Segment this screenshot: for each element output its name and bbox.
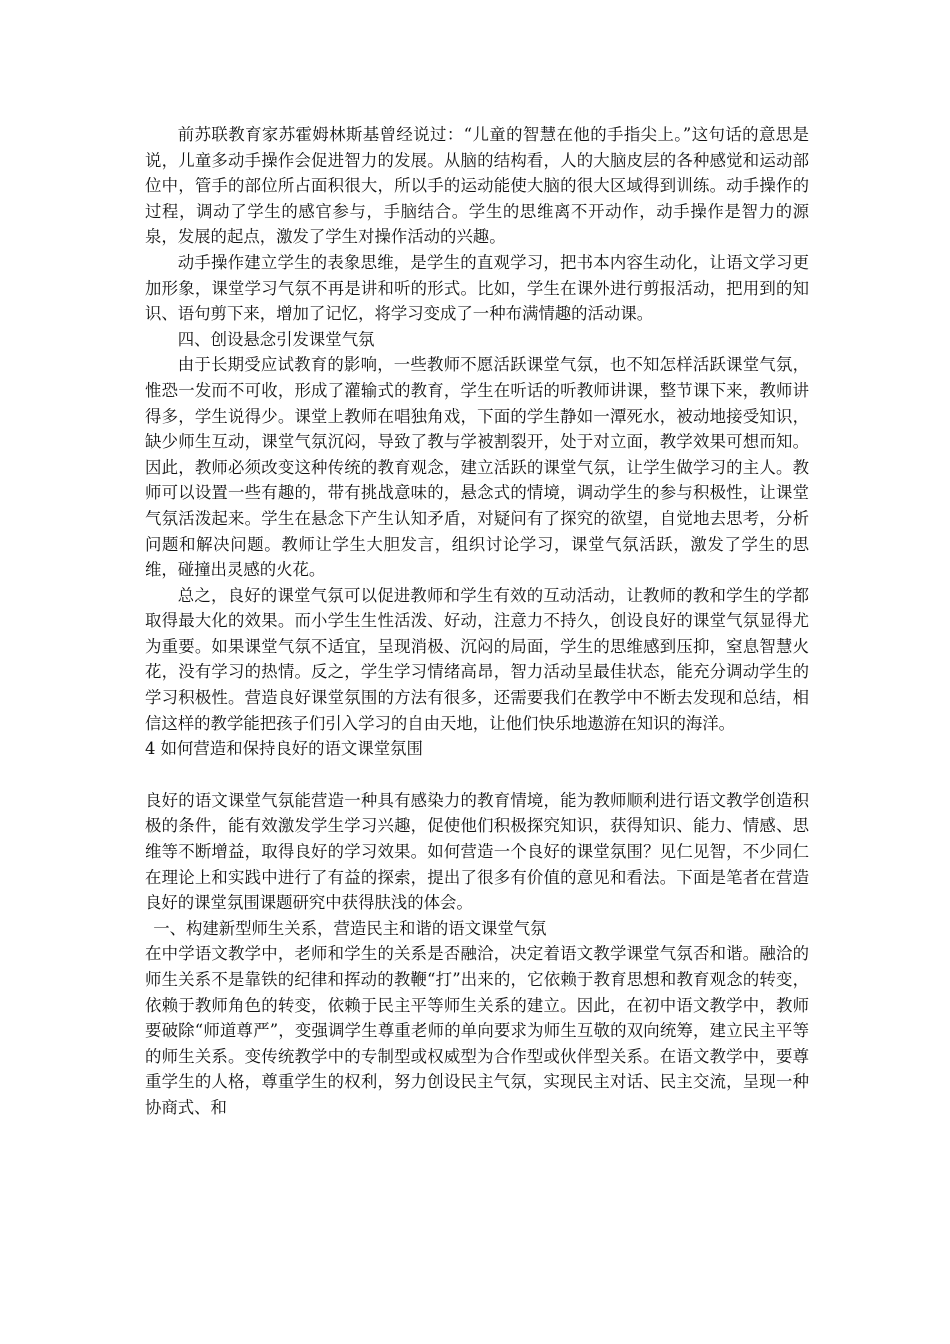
chapter-heading: 4 如何营造和保持良好的语文课堂氛围 — [145, 739, 423, 759]
paragraph: 动手操作建立学生的表象思维，是学生的直观学习，把书本内容生动化，让语文学习更加形象，课堂学习气氛不再是讲和听的形式。比如，学生在课外进行剪报活动，把用到的知识、语句剪下来，增加了记忆，将学习变成了一种布满情趣的活动课。 — [145, 252, 809, 324]
paragraph: 良好的语文课堂气氛能营造一种具有感染力的教育情境，能为教师顺利进行语文教学创造积极的条件，能有效激发学生学习兴趣，促使他们积极探究知识，获得知识、能力、情感、思维等不断增益，取得良好的学习效果。如何营造一个良好的课堂氛围？见仁见智，不少同仁在理论上和实践中进行了有益的探索，提出了很多有价值的意见和看法。下面是笔者在营造良好的课堂氛围课题研究中获得肤浅的体会。 — [145, 790, 809, 913]
subsection-heading: 一、构建新型师生关系，营造民主和谐的语文课堂气氛 — [153, 918, 547, 938]
blank-line — [145, 762, 809, 788]
paragraph: 总之，良好的课堂气氛可以促进教师和学生有效的互动活动，让教师的教和学生的学都取得最大化的效果。而小学生生性活泼、好动，注意力不持久，创设良好的课堂气氛显得尤为重要。如果课堂气氛不适宜，呈现消极、沉闷的局面，学生的思维感到压抑，窒息智慧火花，没有学习的热情。反之，学生学习情绪高昂，智力活动呈最佳状态，能充分调动学生的学习积极性。营造良好课堂氛围的方法有很多，还需要我们在教学中不断去发现和总结，相信这样的教学能把孩子们引入学习的自由天地，让他们快乐地遨游在知识的海洋。 — [145, 585, 809, 733]
paragraph: 在中学语文教学中，老师和学生的关系是否融洽，决定着语文教学课堂气氛否和谐。融洽的师生关系不是靠铁的纪律和挥动的教鞭“打”出来的，它依赖于教育思想和教育观念的转变，依赖于教师角色的转变，依赖于民主平等师生关系的建立。因此，在初中语文教学中，教师要破除“师道尊严”，变强调学生尊重老师的单向要求为师生互敬的双向统筹，建立民主平等的师生关系。变传统教学中的专制型或权威型为合作型或伙伴型关系。在语文教学中，要尊重学生的人格，尊重学生的权利，努力创设民主气氛，实现民主对话、民主交流，呈现一种协商式、和 — [145, 944, 809, 1117]
paragraph: 前苏联教育家苏霍姆林斯基曾经说过：“儿童的智慧在他的手指尖上。”这句话的意思是说，儿童多动手操作会促进智力的发展。从脑的结构看，人的大脑皮层的各种感觉和运动部位中，管手的部位所占面积很大，所以手的运动能使大脑的很大区域得到训练。动手操作的过程，调动了学生的感官参与，手脑结合。学生的思维离不开动作，动手操作是智力的源泉，发展的起点，激发了学生对操作活动的兴趣。 — [145, 125, 809, 247]
document-page — [145, 122, 809, 1121]
section-heading: 四、创设悬念引发课堂气氛 — [177, 329, 375, 349]
paragraph: 由于长期受应试教育的影响，一些教师不愿活跃课堂气氛，也不知怎样活跃课堂气氛，惟恐一发而不可收，形成了灌输式的教育，学生在听话的听教师讲课，整节课下来，教师讲得多，学生说得少。课堂上教师在唱独角戏，下面的学生静如一潭死水，被动地接受知识，缺少师生互动，课堂气氛沉闷，导致了教与学被割裂开，处于对立面，教学效果可想而知。因此，教师必须改变这种传统的教育观念，建立活跃的课堂气氛，让学生做学习的主人。教师可以设置一些有趣的，带有挑战意味的，悬念式的情境，调动学生的参与积极性，让课堂气氛活泼起来。学生在悬念下产生认知矛盾，对疑问有了探究的欲望，自觉地去思考，分析问题和解决问题。教师让学生大胆发言，组织讨论学习，课堂气氛活跃，激发了学生的思维，碰撞出灵感的火花。 — [145, 355, 809, 580]
